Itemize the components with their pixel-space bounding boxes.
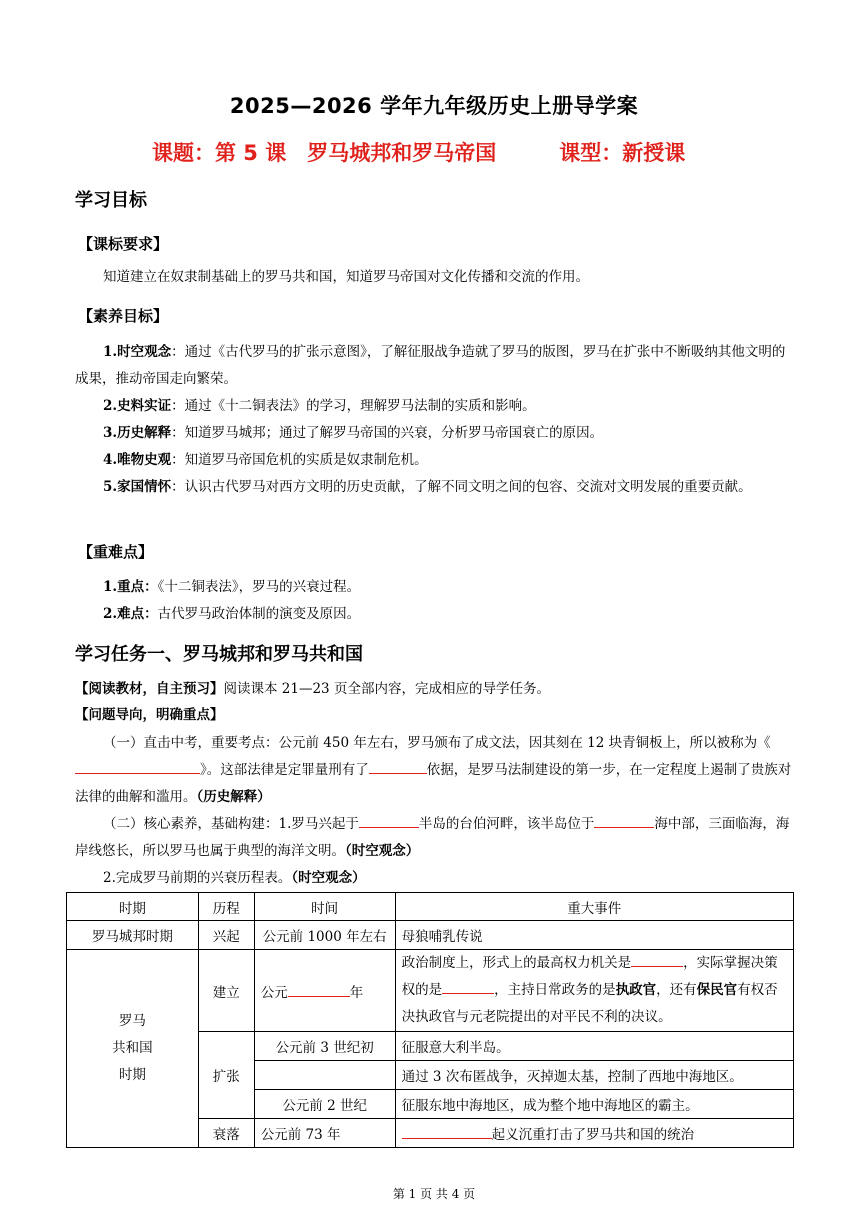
answer-blank[interactable] [442,979,494,994]
q2-text-b: 半岛的台伯河畔，该半岛位于 [418,816,595,832]
stage-cell: 兴起 [198,921,254,950]
answer-blank[interactable] [288,982,350,997]
question-1 [75,730,797,811]
answer-blank[interactable] [369,759,427,774]
answer-blank[interactable] [75,759,200,774]
standard-heading: 【课标要求】 [78,235,169,253]
time-cell: 公元前 3 世纪初 [254,1032,395,1061]
literacy-text: ：通过《古代罗马的扩张示意图》，了解征服战争造就了罗马的版图，罗马在扩张中不断吸纳其他文明的成果，推动帝国走向繁荣。 [75,344,786,387]
lesson-subtitle: 课题：第 5 课 罗马城邦和罗马帝国 课型：新授课 [152,141,686,165]
event-bold: 执政官 [615,982,657,998]
header-cell: 时间 [254,893,395,921]
answer-blank[interactable] [631,952,683,967]
stage-cell: 衰落 [198,1119,254,1148]
event-cell [395,950,793,1032]
literacy-label: 3.历史解释 [103,425,172,441]
question-label: 【问题导向，明确重点】 [75,707,224,723]
time-cell [254,950,395,1032]
period-cell-republic [67,950,199,1148]
literacy-text: ：通过《十二铜表法》的学习，理解罗马法制的实质和影响。 [171,398,536,414]
key-label: 1.重点： [103,579,158,595]
literacy-item [75,474,797,501]
event-cell: 征服东地中海地区，成为整个地中海地区的霸主。 [395,1090,793,1119]
period-line: 时期 [118,1067,146,1083]
header-cell: 时期 [67,893,199,921]
header-cell: 重大事件 [395,893,793,921]
page-footer: 第 1 页 共 4 页 [392,1187,476,1201]
literacy-item [75,339,797,393]
key-label: 2.难点： [103,606,158,622]
time-cell: 公元前 2 世纪 [254,1090,395,1119]
answer-blank[interactable] [594,813,654,828]
literacy-label: 4.唯物史观 [103,452,172,468]
period-cell: 罗马城邦时期 [67,921,199,950]
question-2 [75,811,797,865]
literacy-label: 1.时空观念 [103,344,172,360]
literacy-text: ：知道罗马城邦；通过了解罗马帝国的兴衰，分析罗马帝国衰亡的原因。 [171,425,604,441]
answer-blank[interactable] [402,1124,492,1139]
event-cell: 征服意大利半岛。 [395,1032,793,1061]
time-cell [254,1061,395,1090]
standard-text: 知道建立在奴隶制基础上的罗马共和国，知道罗马帝国对文化传播和交流的作用。 [103,269,589,285]
event-cell: 母狼哺乳传说 [395,921,793,950]
literacy-heading: 【素养目标】 [78,307,169,325]
table-row [67,950,794,1032]
event-bold: 保民官 [696,982,738,998]
time-text-a: 公元 [260,984,288,1001]
stage-cell: 扩张 [198,1032,254,1119]
key-text: 《十二铜表法》，罗马的兴衰过程。 [157,579,361,595]
table-intro-tag: （时空观念） [291,870,366,886]
literacy-item [75,420,797,447]
q1-text-b: 》。这部法律是定罪量刑有了 [200,762,369,778]
read-text: 阅读课本 21—23 页全部内容，完成相应的导学任务。 [223,681,550,697]
stage-cell: 建立 [198,950,254,1032]
event-text: 有权否决执政官与元老院提出的对平民不利的决议。 [401,982,778,1025]
read-instruction [75,676,797,703]
table-intro [103,865,825,892]
table-header-row [67,893,794,921]
q2-tag: （时空观念） [345,843,420,859]
literacy-text: ：知道罗马帝国危机的实质是奴隶制危机。 [171,452,428,468]
rome-history-table [66,892,794,1148]
key-text: 古代罗马政治体制的演变及原因。 [157,606,361,622]
time-text-b: 年 [349,984,364,1001]
read-label: 【阅读教材，自主预习】 [75,681,224,697]
event-cell [395,1119,793,1148]
time-cell: 公元前 1000 年左右 [254,921,395,950]
task1-heading: 学习任务一、罗马城邦和罗马共和国 [75,644,363,665]
q2-text-c: 海中部，三面临海，海岸线悠长，所以罗马也属于典型的海洋文明。 [75,816,790,859]
event-text: 起义沉重打击了罗马共和国的统治 [491,1127,695,1143]
event-cell: 通过 3 次布匿战争，灭掉迦太基，控制了西地中海地区。 [395,1061,793,1090]
period-line: 共和国 [112,1040,153,1056]
header-cell: 历程 [198,893,254,921]
key-item [75,601,797,628]
event-text: ，实际掌握决策权的是 [401,955,778,998]
key-item [75,574,797,601]
q1-text-c: 依据，是罗马法制建设的第一步，在一定程度上遏制了贵族对法律的曲解和滥用。 [75,762,792,805]
event-text: 政治制度上，形式上的最高权力机关是 [401,955,632,971]
period-line: 罗马 [118,1013,146,1029]
q1-tag: （历史解释） [196,789,271,805]
time-cell: 公元前 73 年 [254,1119,395,1148]
literacy-label: 2.史料实证 [103,398,172,414]
q1-text-a: （一）直击中考，重要考点：公元前 450 年左右，罗马颁布了成文法，因其刻在 12 块青铜板上，所以被称为《 [103,735,771,751]
objectives-heading: 学习目标 [75,190,147,211]
literacy-label: 5.家国情怀 [103,479,172,495]
q2-text-a: （二）核心素养，基础构建：1.罗马兴起于 [103,816,359,832]
literacy-item [75,393,797,420]
answer-blank[interactable] [359,813,419,828]
table-row [67,921,794,950]
table-intro-text: 2.完成罗马前期的兴衰历程表。 [103,870,292,886]
event-text: ，还有 [656,982,697,998]
literacy-item [75,447,797,474]
key-points-heading: 【重难点】 [78,543,154,561]
event-text: ，主持日常政务的是 [494,982,616,998]
document-title: 2025—2026 学年九年级历史上册导学案 [229,94,639,118]
literacy-text: ：认识古代罗马对西方文明的历史贡献，了解不同文明之间的包容、交流对文明发展的重要贡献。 [171,479,752,495]
